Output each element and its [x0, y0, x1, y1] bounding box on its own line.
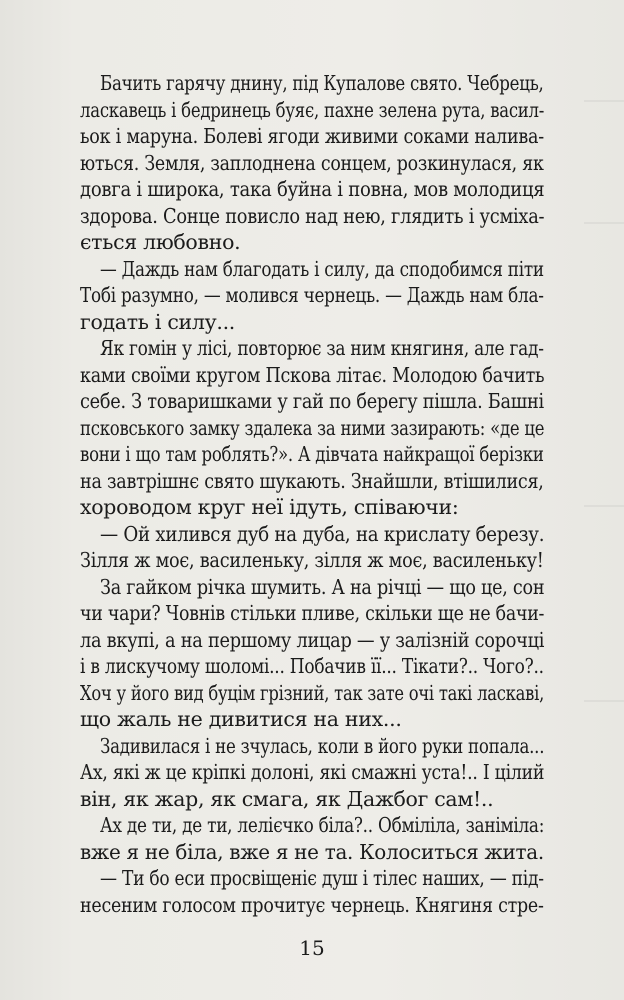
text-line: — Ой хилився дуб на дуба, на крислату березу. [100, 521, 545, 546]
text-line: що жаль не дивитися на них... [80, 707, 402, 732]
text-line: себе. З товаришками у гай по берегу пішла. Башні [80, 389, 544, 414]
text-line: довга і широка, така буйна і повна, мов молодиця [80, 177, 545, 202]
text-line: ласкавець і бедринець буяє, пахне зелена рута, васил- [80, 97, 545, 122]
text-line: ками своїми кругом Пскова літає. Молодою бачить [80, 362, 545, 387]
text-line: Хоч у його вид буцім грізний, так зате очі такі ласкаві, [80, 680, 545, 705]
text-line: Як гомін у лісі, повторює за ним княгиня, але гад- [100, 336, 544, 361]
text-line: За гайком річка шумить. А на річці — що це, сон [100, 574, 545, 599]
text-line: вони і що там роблять?». А дівчата найкращої берізки [80, 442, 544, 467]
text-line: — Ти бо еси просвіщеніє душ і тілес наших, — під- [100, 866, 544, 891]
text-line: Ах, які ж це кріпкі долоні, які смажні уста!.. І цілий [80, 760, 545, 785]
text-line: ється любовно. [80, 230, 241, 255]
text-line: Зілля ж моє, василеньку, зілля ж моє, василеньку! [80, 548, 544, 573]
text-line: на завтрішнє свято шукають. Знайшли, втішилися, [80, 468, 544, 493]
show-through-mark [584, 100, 624, 102]
text-line: ла вкупі, а на першому лицар — у залізній сорочці [80, 627, 545, 652]
show-through-mark [584, 505, 624, 507]
text-line: чи чари? Човнів стільки пливе, скільки ще не бачи- [80, 601, 545, 626]
text-line: ьок і маруна. Болеві ягоди живими соками налива- [80, 124, 544, 149]
text-line: здорова. Сонце повисло над нею, глядить і усміха- [80, 203, 545, 228]
text-line: хороводом круг неї ідуть, співаючи: [80, 495, 459, 520]
text-line: він, як жар, як смага, як Дажбог сам!.. [80, 786, 494, 811]
page-number: 15 [299, 936, 325, 960]
text-line: несеним голосом прочитує чернець. Княгиня стре- [80, 893, 544, 917]
show-through-mark [584, 222, 624, 224]
text-line: і в лискучому шоломі... Побачив її... Тікати?.. Чого?.. [80, 654, 544, 679]
text-line: псковського замку здалека за ними зазирають: «де це [80, 415, 545, 440]
text-line: Тобі разумно, — молився чернець. — Даждь нам бла- [80, 283, 544, 308]
text-line: ються. Земля, заплоднена сонцем, розкинулася, як [80, 150, 544, 175]
text-line: Задивилася і не зчулась, коли в його руки попала... [100, 733, 545, 758]
text-line: годать і силу... [80, 309, 235, 334]
show-through-mark [584, 700, 624, 702]
text-line: — Даждь нам благодать і силу, да сподобимся піти [100, 256, 544, 281]
text-line: Бачить гарячу днину, під Купалове свято. Чебрець, [100, 71, 544, 95]
text-line: вже я не біла, вже я не та. Колоситься жита. [80, 839, 544, 864]
text-line: Ах де ти, де ти, лелієчко біла?.. Обміліла, заніміла: [100, 813, 545, 838]
